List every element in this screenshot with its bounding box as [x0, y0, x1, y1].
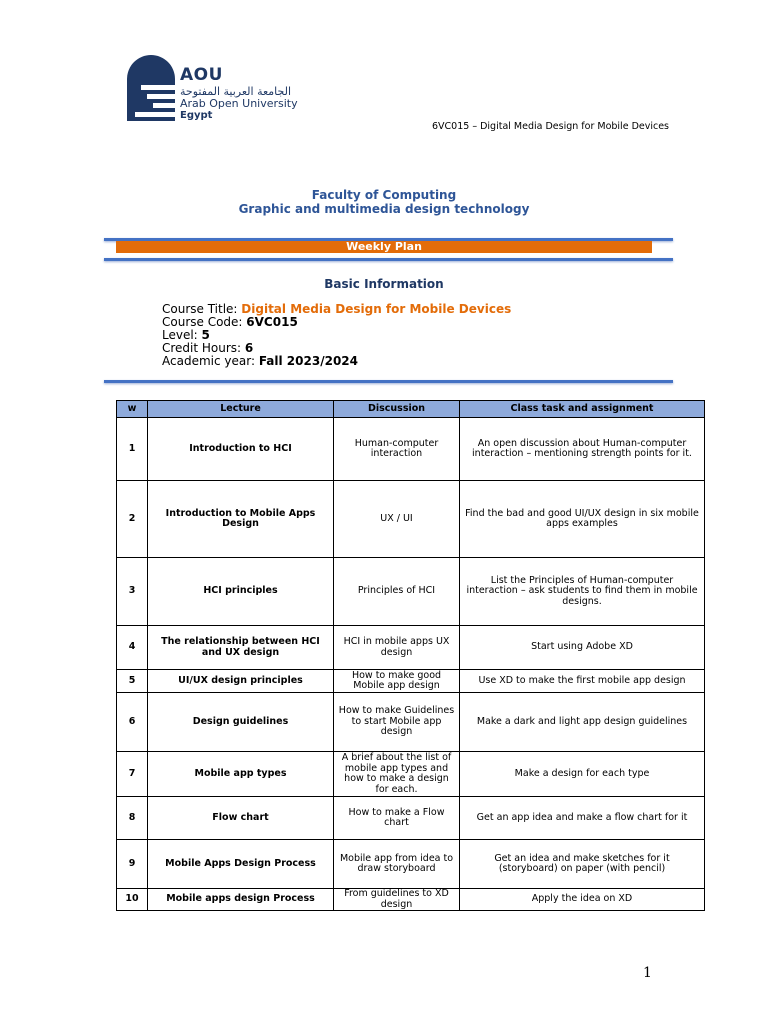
- university-logo: [127, 55, 297, 125]
- week-number: 7: [117, 752, 148, 797]
- level-value: 5: [201, 328, 210, 342]
- divider-below-banner: [104, 258, 673, 261]
- logo-name-arabic: الجامعة العربية المفتوحة: [180, 85, 292, 98]
- task-cell: Apply the idea on XD: [460, 889, 705, 911]
- discussion-cell: From guidelines to XD design: [334, 889, 460, 911]
- lecture-cell: HCI principles: [148, 558, 334, 626]
- discussion-cell: How to make good Mobile app design: [334, 670, 460, 693]
- table-row: [117, 693, 705, 752]
- column-header-lecture: Lecture: [148, 401, 334, 418]
- discussion-cell: How to make Guidelines to start Mobile app design: [334, 693, 460, 752]
- weekly-plan-banner: Weekly Plan: [116, 241, 652, 253]
- table-row: [117, 840, 705, 889]
- column-header-discussion: Discussion: [334, 401, 460, 418]
- week-number: 2: [117, 481, 148, 558]
- logo-abbr: AOU: [180, 65, 223, 85]
- lecture-cell: Introduction to Mobile Apps Design: [148, 481, 334, 558]
- credit-hours-value: 6: [244, 341, 254, 355]
- week-number: 5: [117, 670, 148, 693]
- task-cell: List the Principles of Human-computer interaction – ask students to find them in mobile designs.: [460, 558, 705, 626]
- task-cell: Find the bad and good UI/UX design in six mobile apps examples: [460, 481, 705, 558]
- task-cell: Use XD to make the first mobile app design: [460, 670, 705, 693]
- faculty-title: Faculty of Computing: [311, 188, 457, 202]
- academic-year-label: Academic year:: [162, 354, 259, 368]
- course-code-value: 6VC015: [246, 315, 298, 329]
- lecture-cell: The relationship between HCI and UX design: [148, 626, 334, 670]
- course-code-row: [162, 316, 511, 329]
- lecture-cell: Mobile app types: [148, 752, 334, 797]
- table-row: [117, 670, 705, 693]
- column-header-task: Class task and assignment: [460, 401, 705, 418]
- discussion-cell: Principles of HCI: [334, 558, 460, 626]
- week-number: 4: [117, 626, 148, 670]
- table-row: [117, 889, 705, 911]
- logo-name-english: Arab Open University: [180, 97, 298, 110]
- task-cell: An open discussion about Human-computer interaction – mentioning strength points for it.: [460, 418, 705, 481]
- task-cell: Get an idea and make sketches for it (storyboard) on paper (with pencil): [460, 840, 705, 889]
- week-number: 3: [117, 558, 148, 626]
- week-number: 8: [117, 797, 148, 840]
- discussion-cell: Human-computer interaction: [334, 418, 460, 481]
- level-label: Level:: [162, 328, 202, 342]
- course-code-label: Course Code:: [162, 315, 247, 329]
- lecture-cell: UI/UX design principles: [148, 670, 334, 693]
- lecture-cell: Flow chart: [148, 797, 334, 840]
- divider-bottom: [104, 380, 673, 383]
- task-cell: Make a design for each type: [460, 752, 705, 797]
- logo-country: Egypt: [180, 110, 213, 121]
- lecture-cell: Introduction to HCI: [148, 418, 334, 481]
- course-title-value: Digital Media Design for Mobile Devices: [241, 302, 512, 316]
- week-number: 6: [117, 693, 148, 752]
- discussion-cell: UX / UI: [334, 481, 460, 558]
- weekly-plan-table: [116, 400, 705, 911]
- course-info-block: [162, 303, 511, 368]
- discussion-cell: How to make a Flow chart: [334, 797, 460, 840]
- table-row: [117, 626, 705, 670]
- table-header-row: [117, 401, 705, 418]
- page-number: 1: [643, 965, 652, 981]
- lecture-cell: Design guidelines: [148, 693, 334, 752]
- table-row: [117, 481, 705, 558]
- aou-logo-icon: [127, 55, 175, 121]
- table-row: [117, 558, 705, 626]
- basic-info-heading: Basic Information: [324, 277, 444, 291]
- task-cell: Make a dark and light app design guidelines: [460, 693, 705, 752]
- discussion-cell: HCI in mobile apps UX design: [334, 626, 460, 670]
- academic-year-value: Fall 2023/2024: [258, 354, 358, 368]
- department-title: Graphic and multimedia design technology: [238, 202, 530, 216]
- week-number: 10: [117, 889, 148, 911]
- discussion-cell: A brief about the list of mobile app types and how to make a design for each.: [334, 752, 460, 797]
- course-title-label: Course Title:: [162, 302, 242, 316]
- week-number: 9: [117, 840, 148, 889]
- credit-hours-label: Credit Hours:: [162, 341, 245, 355]
- lecture-cell: Mobile Apps Design Process: [148, 840, 334, 889]
- table-row: [117, 752, 705, 797]
- academic-year-row: [162, 355, 511, 368]
- lecture-cell: Mobile apps design Process: [148, 889, 334, 911]
- table-row: [117, 797, 705, 840]
- table-row: [117, 418, 705, 481]
- discussion-cell: Mobile app from idea to draw storyboard: [334, 840, 460, 889]
- header-course-ref: 6VC015 – Digital Media Design for Mobile Devices: [432, 121, 670, 132]
- column-header-week: w: [117, 401, 148, 418]
- week-number: 1: [117, 418, 148, 481]
- task-cell: Get an app idea and make a flow chart for it: [460, 797, 705, 840]
- task-cell: Start using Adobe XD: [460, 626, 705, 670]
